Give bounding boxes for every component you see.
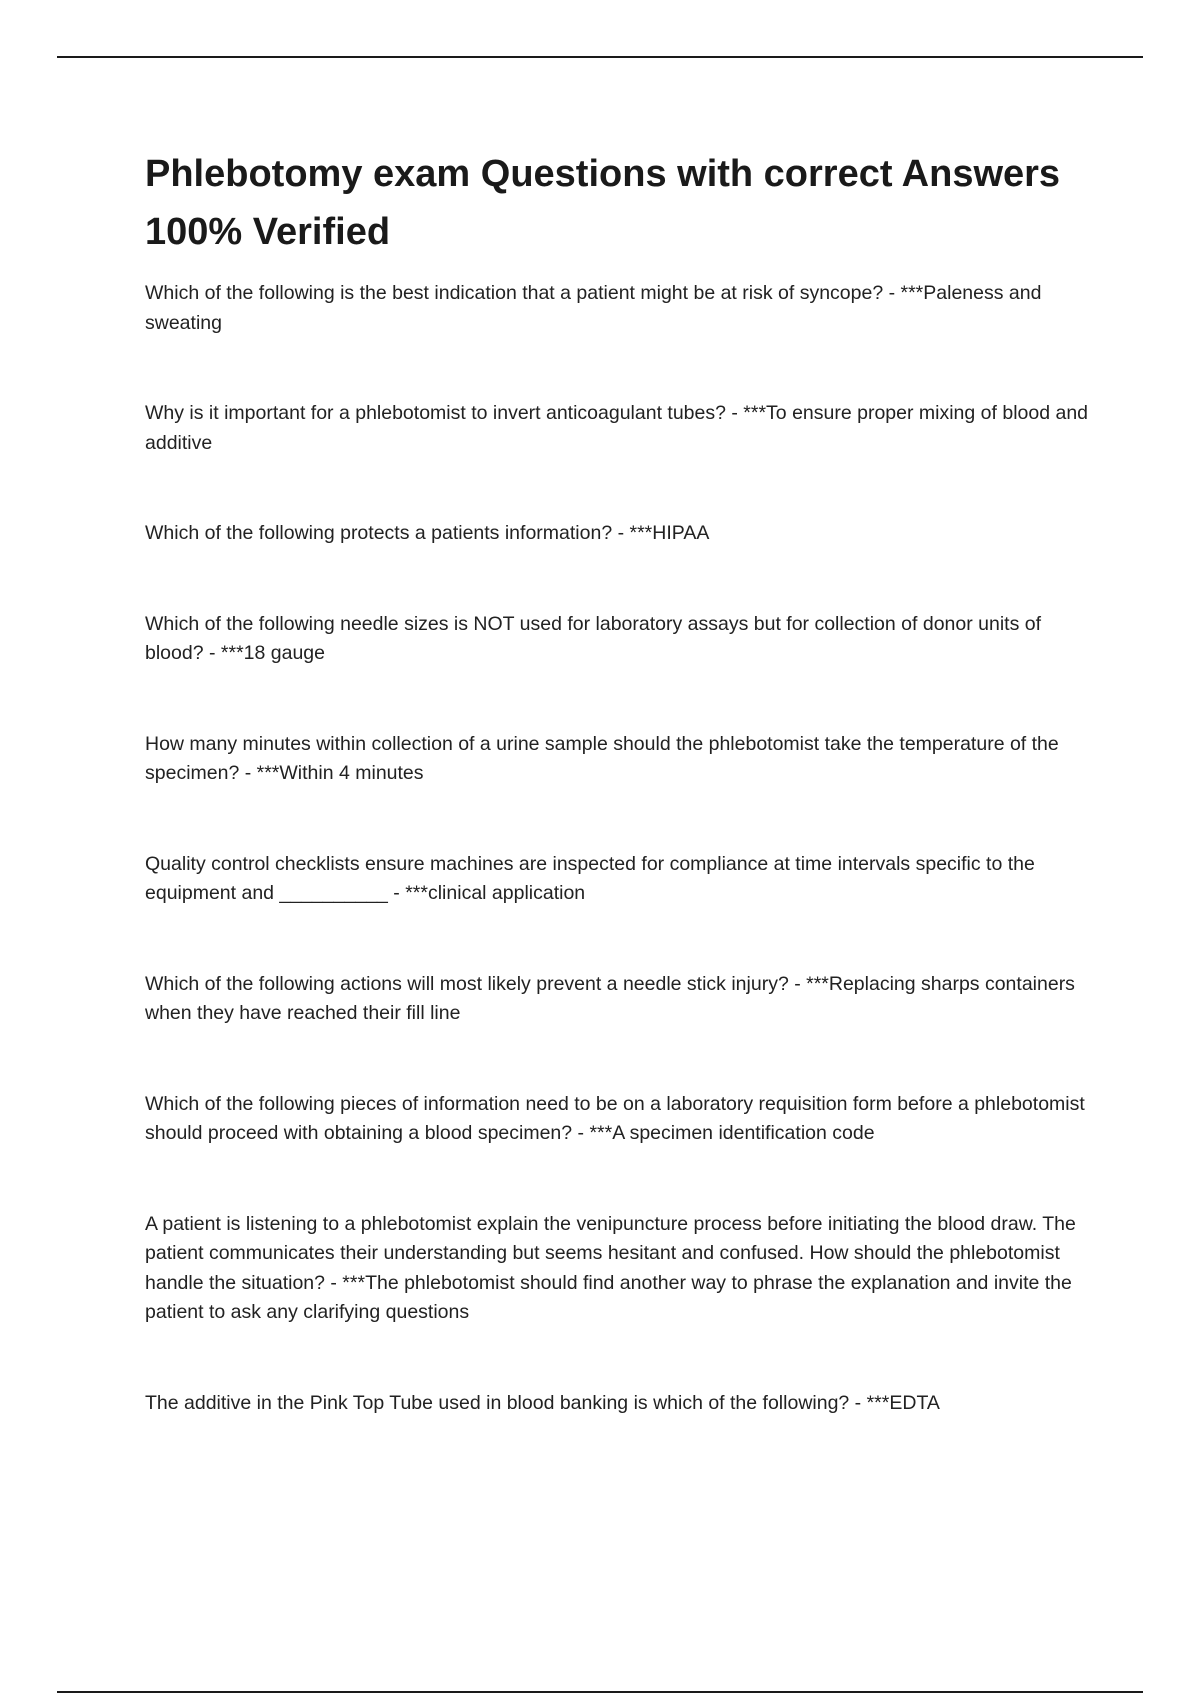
document-body bbox=[145, 145, 1095, 1479]
question-answer-item: Which of the following needle sizes is NOT used for laboratory assays but for collection of donor units of blood? - ***18 gauge bbox=[145, 612, 1042, 664]
question-answer-item: Which of the following protects a patients information? - ***HIPAA bbox=[145, 522, 710, 544]
header-rule bbox=[57, 56, 1143, 58]
question-answer-item: Why is it important for a phlebotomist to invert anticoagulant tubes? - ***To ensure proper mixing of blood and additive bbox=[145, 402, 1089, 454]
question-answer-item: Which of the following is the best indication that a patient might be at risk of syncope? - ***Paleness and sweating bbox=[145, 282, 1042, 334]
question-answer-item: Which of the following actions will most likely prevent a needle stick injury? - ***Replacing sharps containers when they have reached their fill line bbox=[145, 972, 1075, 1024]
question-answer-item: Which of the following pieces of information need to be on a laboratory requisition form before a phlebotomist should proceed with obtaining a blood specimen? - ***A specimen identification code bbox=[145, 1092, 1085, 1144]
question-answer-item: The additive in the Pink Top Tube used in blood banking is which of the following? - ***EDTA bbox=[145, 1391, 940, 1414]
footer-rule bbox=[57, 1691, 1143, 1693]
question-answer-item: How many minutes within collection of a urine sample should the phlebotomist take the temperature of the specimen? - ***Within 4 minutes bbox=[145, 732, 1059, 784]
question-answer-item: A patient is listening to a phlebotomist explain the venipuncture process before initiating the blood draw. The patient communicates their understanding but seems hesitant and confused. How should the phlebotomist handle the situation? - ***The phlebotomist should find another way to phrase the explanation and invite the patient to ask any clarifying questions bbox=[145, 1212, 1076, 1323]
question-answer-item: Quality control checklists ensure machines are inspected for compliance at time intervals specific to the equipment and __________ - ***clinical application bbox=[145, 852, 1035, 904]
question-list bbox=[145, 279, 1095, 1418]
page-title: Phlebotomy exam Questions with correct Answers 100% Verified bbox=[145, 153, 1061, 253]
